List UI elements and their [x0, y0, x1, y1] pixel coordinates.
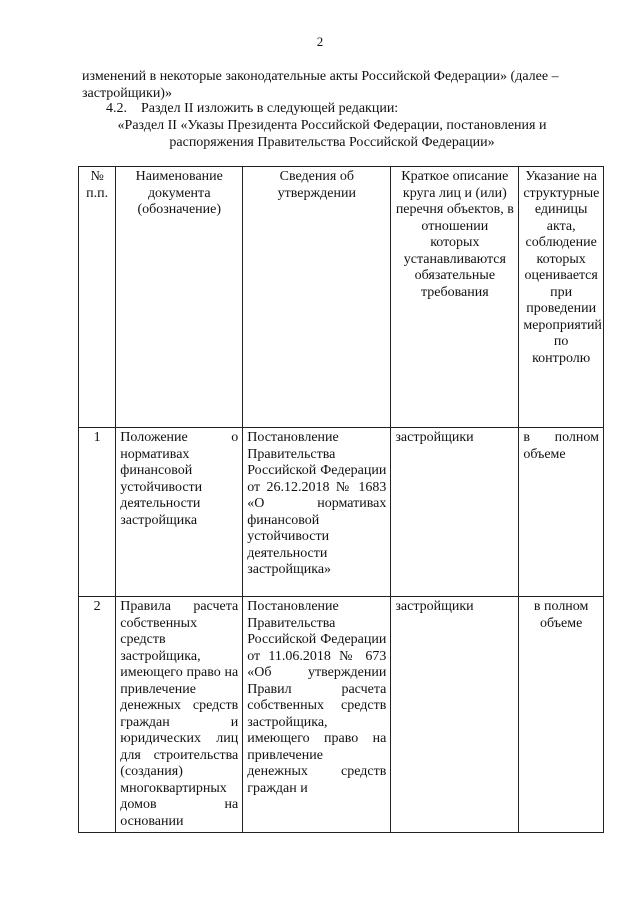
table-header-row: [79, 167, 604, 428]
row-document-name: Правила расчета собственных средств застройщика, имеющего право на привлечение денежных средств граждан и юридических лиц для строительства (создания) многоквартирных домов на основании: [116, 597, 243, 833]
row-approval: Постановление Правительства Российской Федерации от 11.06.2018 № 673 «Об утверждении Правил расчета собственных средств застройщика, имеющего право на привлечение денежных средств граждан и: [243, 597, 391, 833]
header-approval: Сведения об утверждении: [243, 167, 391, 428]
header-scope: Краткое описание круга лиц и (или) перечня объектов, в отношении которых устанавливаются обязательные требования: [391, 167, 519, 428]
row-structural-units: в полном объеме: [519, 597, 604, 833]
table-row: [79, 597, 604, 833]
row-structural-units: в полном объеме: [519, 428, 604, 597]
header-document-name: Наименование документа (обозначение): [116, 167, 243, 428]
row-approval: Постановление Правительства Российской Федерации от 26.12.2018 № 1683 «О нормативах финансовой устойчивости деятельности застройщика»: [243, 428, 391, 597]
intro-paragraph: изменений в некоторые законодательные акты Российской Федерации» (далее – застройщики)»: [82, 69, 559, 101]
header-number: № п.п.: [79, 167, 116, 428]
row-scope: застройщики: [391, 597, 519, 833]
requirements-table: [78, 166, 604, 833]
section-title: «Раздел II «Указы Президента Российской Федерации, постановления и распоряжения Правительства Российской Федерации»: [117, 118, 547, 150]
row-number: 1: [79, 428, 116, 597]
table-row: [79, 428, 604, 597]
row-number: 2: [79, 597, 116, 833]
row-document-name: Положение о нормативах финансовой устойчивости деятельности застройщика: [116, 428, 243, 597]
page-number: 2: [316, 34, 324, 49]
header-structural-units: Указание на структурные единицы акта, соблюдение которых оцениваетcя при проведении мероприятий по контролю: [519, 167, 604, 428]
row-scope: застройщики: [391, 428, 519, 597]
section-instruction: 4.2. Раздел II изложить в следующей редакции:: [106, 101, 399, 116]
